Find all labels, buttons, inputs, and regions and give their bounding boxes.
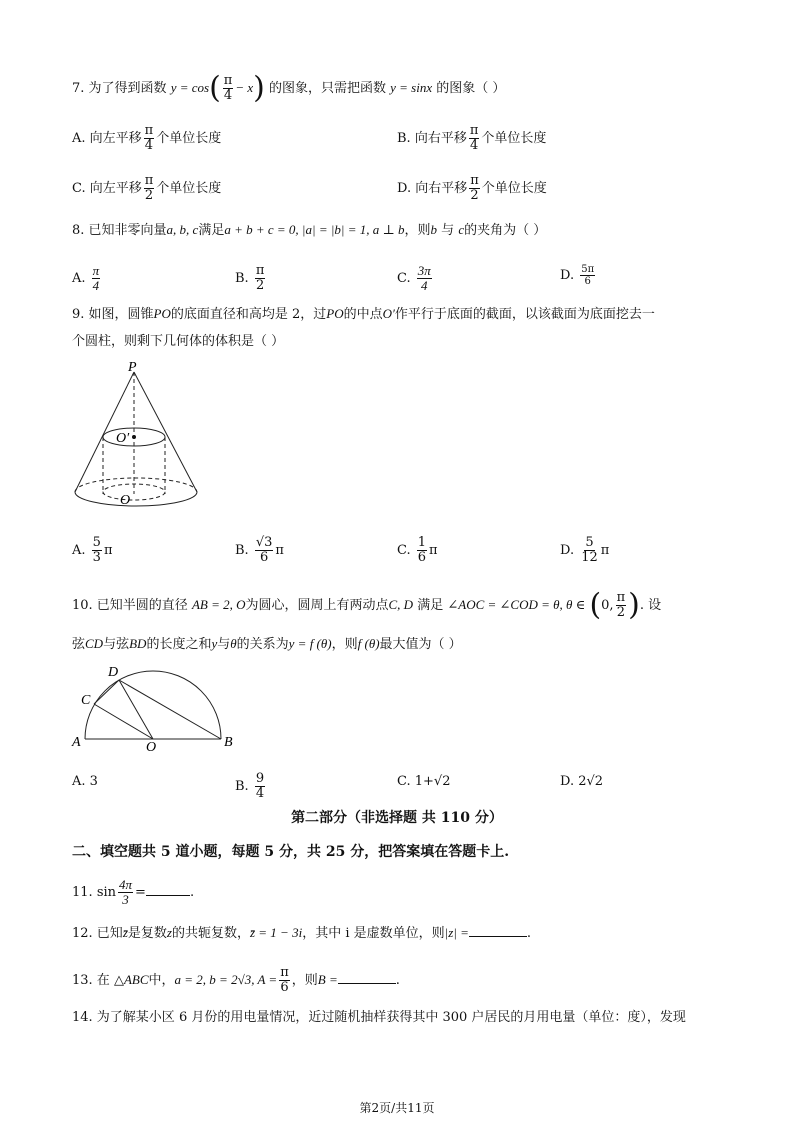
q10-bd: BD <box>129 636 147 651</box>
q12-end: . <box>526 926 531 941</box>
q14: 14. 为了解某小区 6 月份的用电量情况，近过随机抽样获得其中 300 户居民的月用电量（单位：度），发现 <box>72 1010 686 1025</box>
q8-vec-b: b <box>430 222 438 237</box>
q10-theta: θ <box>230 636 237 651</box>
q11-eq: = <box>135 885 146 900</box>
q10-line2-c: 的长度之和 <box>146 637 212 652</box>
q7-c-label: C. 向左平移 <box>72 181 142 196</box>
cone-base-front <box>75 492 197 506</box>
q10-line2-f: ，则 <box>331 637 358 652</box>
q8-option-a <box>72 264 102 293</box>
q10-c-label: C. <box>397 774 411 789</box>
q10-int-num: π <box>616 590 626 605</box>
q11-den: 3 <box>122 892 129 907</box>
q13-B: B = <box>317 972 338 987</box>
q12-answer-blank[interactable] <box>469 924 527 937</box>
q10-line1-a: 10. 已知半圆的直径 <box>72 598 188 613</box>
q9-line1 <box>72 304 655 325</box>
q7-option-d <box>397 174 547 203</box>
q13-end: . <box>395 973 400 988</box>
q12-c: 的共轭复数， <box>171 926 250 941</box>
q7-b-label: B. 向右平移 <box>397 131 467 146</box>
q10-line1-b: 为圆心，圆周上有两动点 <box>245 598 389 613</box>
q10-cd2: CD <box>85 636 104 651</box>
q10-line2 <box>72 634 462 655</box>
q10-option-c <box>397 772 450 792</box>
q10-option-a: A. 3 <box>72 774 98 789</box>
q8-b-label: B. <box>235 271 249 286</box>
q9-po: PO <box>153 306 171 321</box>
q9-a-num: 5 <box>92 535 101 550</box>
q10-line1: 10. 已知半圆的直径 AB = 2, O为圆心，圆周上有两动点C, D 满足 ∠AOC = ∠COD = θ, θ ∈ (0, $\frac{\pi}{2}$ ). 设 <box>72 587 662 623</box>
q10-int-left: 0, <box>601 598 614 613</box>
q9-b-num: √3 <box>255 535 273 550</box>
q8-condition: a + b + c = 0, |a| = |b| = 1, a ⊥ b <box>224 222 405 237</box>
q10-line1-d: . 设 <box>639 598 662 613</box>
q11-num: 4π <box>119 877 133 892</box>
q7-b-den: 4 <box>469 138 479 153</box>
q7-stem: 7. 为了得到函数 y = cos( $\frac{\pi}{4}$ − x) 的图象，只需把函数 y = sinx 的图象（ ） <box>72 70 506 106</box>
q8-vec-c: c <box>458 222 465 237</box>
q7-c-num: π <box>144 173 154 188</box>
q10-cond2: ∠AOC = ∠COD = θ, θ ∈ <box>447 597 586 612</box>
q10-d-val: 2√2 <box>578 774 604 789</box>
q10-line1-c: 满足 <box>417 598 444 613</box>
q12-absz: |z| = <box>444 925 469 940</box>
q13-b: 中， <box>148 973 175 988</box>
q8-c-label: C. <box>397 271 411 286</box>
q9-b-den: 6 <box>259 550 269 565</box>
q8-d-num: 5π <box>581 264 595 275</box>
q10-line2-a: 弦 <box>72 637 86 652</box>
q8-b-num: π <box>255 263 265 278</box>
q9-d-pi: π <box>600 543 610 558</box>
q10-int-den: 2 <box>616 605 625 620</box>
q12-zbar: z̄ <box>122 925 128 940</box>
q13-tri: △ABC <box>113 972 149 987</box>
q7-option-a <box>72 124 221 153</box>
q11-label: 11. <box>72 885 93 900</box>
q10-y: y <box>211 636 218 651</box>
q12 <box>72 923 531 944</box>
q7-b-unit: 个单位长度 <box>481 131 547 146</box>
q7-frac-den: 4 <box>223 88 233 103</box>
q8-c-num: 3π <box>417 263 431 278</box>
q8-option-d <box>560 264 597 287</box>
q13-num: π <box>280 965 289 980</box>
q10-ftheta: f (θ) <box>357 636 380 651</box>
q7-frac-num: π <box>223 73 233 88</box>
q9-line1-b: 的底面直径和高均是 2，过 <box>170 307 327 322</box>
q7-option-b <box>397 124 546 153</box>
q12-d: ，其中 i 是虚数单位，则 <box>302 926 445 941</box>
chord-bd <box>119 680 221 739</box>
label-p: P <box>128 360 137 375</box>
q10-d-label: D. <box>560 774 575 789</box>
q10-option-d <box>560 772 603 792</box>
q10-cd: C, D <box>388 597 414 612</box>
q10-option-b <box>235 772 267 801</box>
q9-line1-a: 9. 如图，圆锥 <box>72 307 154 322</box>
q9-option-b <box>235 536 284 565</box>
q9-po2: PO <box>326 306 344 321</box>
q8-vectors: a, b, c <box>166 222 199 237</box>
q12-b: 是复数 <box>127 926 167 941</box>
q7-a-unit: 个单位长度 <box>156 131 222 146</box>
q9-line2: 个圆柱，则剩下几何体的体积是（ ） <box>72 334 285 349</box>
q11-answer-blank[interactable] <box>146 883 190 896</box>
q8-option-c <box>397 264 434 293</box>
q7-a-den: 4 <box>144 138 154 153</box>
q7-d-num: π <box>470 173 479 188</box>
q9-option-c <box>397 536 438 565</box>
q7-b-num: π <box>469 123 479 138</box>
q10-line2-e: 的关系为 <box>236 637 289 652</box>
q9-d-label: D. <box>560 543 575 558</box>
q7-d-den: 2 <box>470 188 479 203</box>
q9-c-num: 1 <box>417 535 427 550</box>
q9-a-label: A. <box>72 543 86 558</box>
q9-oprime: O′ <box>382 306 395 321</box>
q9-c-pi: π <box>429 543 438 558</box>
q10-b-num: 9 <box>255 771 265 786</box>
q9-d-num: 5 <box>585 535 594 550</box>
q7-a-label: A. 向左平移 <box>72 131 142 146</box>
q10-line2-d: 与 <box>217 637 231 652</box>
q9-b-label: B. <box>235 543 249 558</box>
page-footer: 第2页/共11页 <box>359 1101 435 1115</box>
label-o: O <box>120 493 131 508</box>
q13-cond: a = 2, b = 2√3, A = <box>174 972 278 987</box>
q9-a-den: 3 <box>92 550 101 565</box>
cone-base-back <box>75 478 197 492</box>
q13-c: ，则 <box>291 973 318 988</box>
q8-stem-d: 与 <box>441 223 455 238</box>
segment-od <box>119 680 153 739</box>
q12-z: z <box>166 925 172 940</box>
q7-d-label: D. 向右平移 <box>397 181 468 196</box>
q8-a-label: A. <box>72 271 86 286</box>
q13-answer-blank[interactable] <box>338 971 396 984</box>
label-c: C <box>81 693 91 708</box>
q8-d-den: 6 <box>584 276 591 287</box>
semicircle-arc <box>85 671 221 739</box>
semicircle-figure <box>70 660 245 752</box>
q7-stem-a: 7. 为了得到函数 <box>72 81 167 96</box>
q8-stem-b: 满足 <box>198 223 225 238</box>
q10-cond1: AB = 2, O <box>191 597 246 612</box>
q7-c-den: 2 <box>144 188 154 203</box>
q8-d-label: D. <box>560 268 575 283</box>
q13 <box>72 966 400 995</box>
q7-stem-b: 的图象，只需把函数 <box>268 81 386 96</box>
q11 <box>72 878 194 907</box>
label-a: A <box>72 735 81 750</box>
q9-line1-d: 作平行于底面的截面，以该截面为底面挖去一 <box>394 307 655 322</box>
q8-a-num: π <box>92 263 100 278</box>
chord-cd <box>94 680 119 704</box>
q7-option-c <box>72 174 221 203</box>
q8-option-b <box>235 264 267 293</box>
point-oprime <box>132 435 136 439</box>
section2-title: 二、填空题共 5 道小题，每题 5 分，共 25 分，把答案填在答题卡上. <box>72 844 510 860</box>
q10-b-den: 4 <box>255 786 265 801</box>
q8-a-den: 4 <box>92 278 100 293</box>
q8-stem <box>72 220 546 241</box>
q9-d-den: 12 <box>581 550 598 565</box>
q7-d-unit: 个单位长度 <box>481 181 547 196</box>
q10-line2-b: 与弦 <box>103 637 130 652</box>
q10-rel: y = f (θ) <box>288 636 332 651</box>
q9-option-d <box>560 536 609 565</box>
q9-option-a <box>72 536 113 565</box>
q12-a: 12. 已知 <box>72 926 123 941</box>
q9-a-pi: π <box>103 543 113 558</box>
q13-den: 6 <box>280 980 289 995</box>
label-oprime: O′ <box>116 431 130 446</box>
q10-b-label: B. <box>235 779 249 794</box>
q8-stem-c: ，则 <box>404 223 431 238</box>
q9-c-label: C. <box>397 543 411 558</box>
cone-figure <box>70 358 210 514</box>
label-b: B <box>224 735 233 750</box>
q13-a: 13. 在 <box>72 973 110 988</box>
q10-c-val: 1+√2 <box>414 774 451 789</box>
q8-stem-a: 8. 已知非零向量 <box>72 223 167 238</box>
segment-oc <box>94 704 153 739</box>
q7-func2: y = sinx <box>390 80 433 95</box>
label-o: O <box>146 740 157 752</box>
q7-stem-c: 的图象（ ） <box>436 81 506 96</box>
part2-title: 第二部分（非选择题 共 110 分） <box>291 810 503 826</box>
q9-line1-c: 的中点 <box>343 307 383 322</box>
q11-end: . <box>189 885 195 900</box>
q7-func1: y = cos <box>170 80 210 95</box>
q9-c-den: 6 <box>417 550 427 565</box>
q10-line2-g: 最大值为（ ） <box>379 637 462 652</box>
q7-c-unit: 个单位长度 <box>156 181 222 196</box>
label-d: D <box>108 665 119 680</box>
q8-stem-e: 的夹角为（ ） <box>464 223 547 238</box>
q9-b-pi: π <box>275 543 284 558</box>
q8-b-den: 2 <box>255 278 265 293</box>
q12-eq: z̄ = 1 − 3i <box>249 925 303 940</box>
q7-a-num: π <box>144 123 154 138</box>
q8-c-den: 4 <box>421 278 428 293</box>
q11-sin: sin <box>96 885 117 900</box>
q7-func1-tail: − x <box>235 80 254 95</box>
